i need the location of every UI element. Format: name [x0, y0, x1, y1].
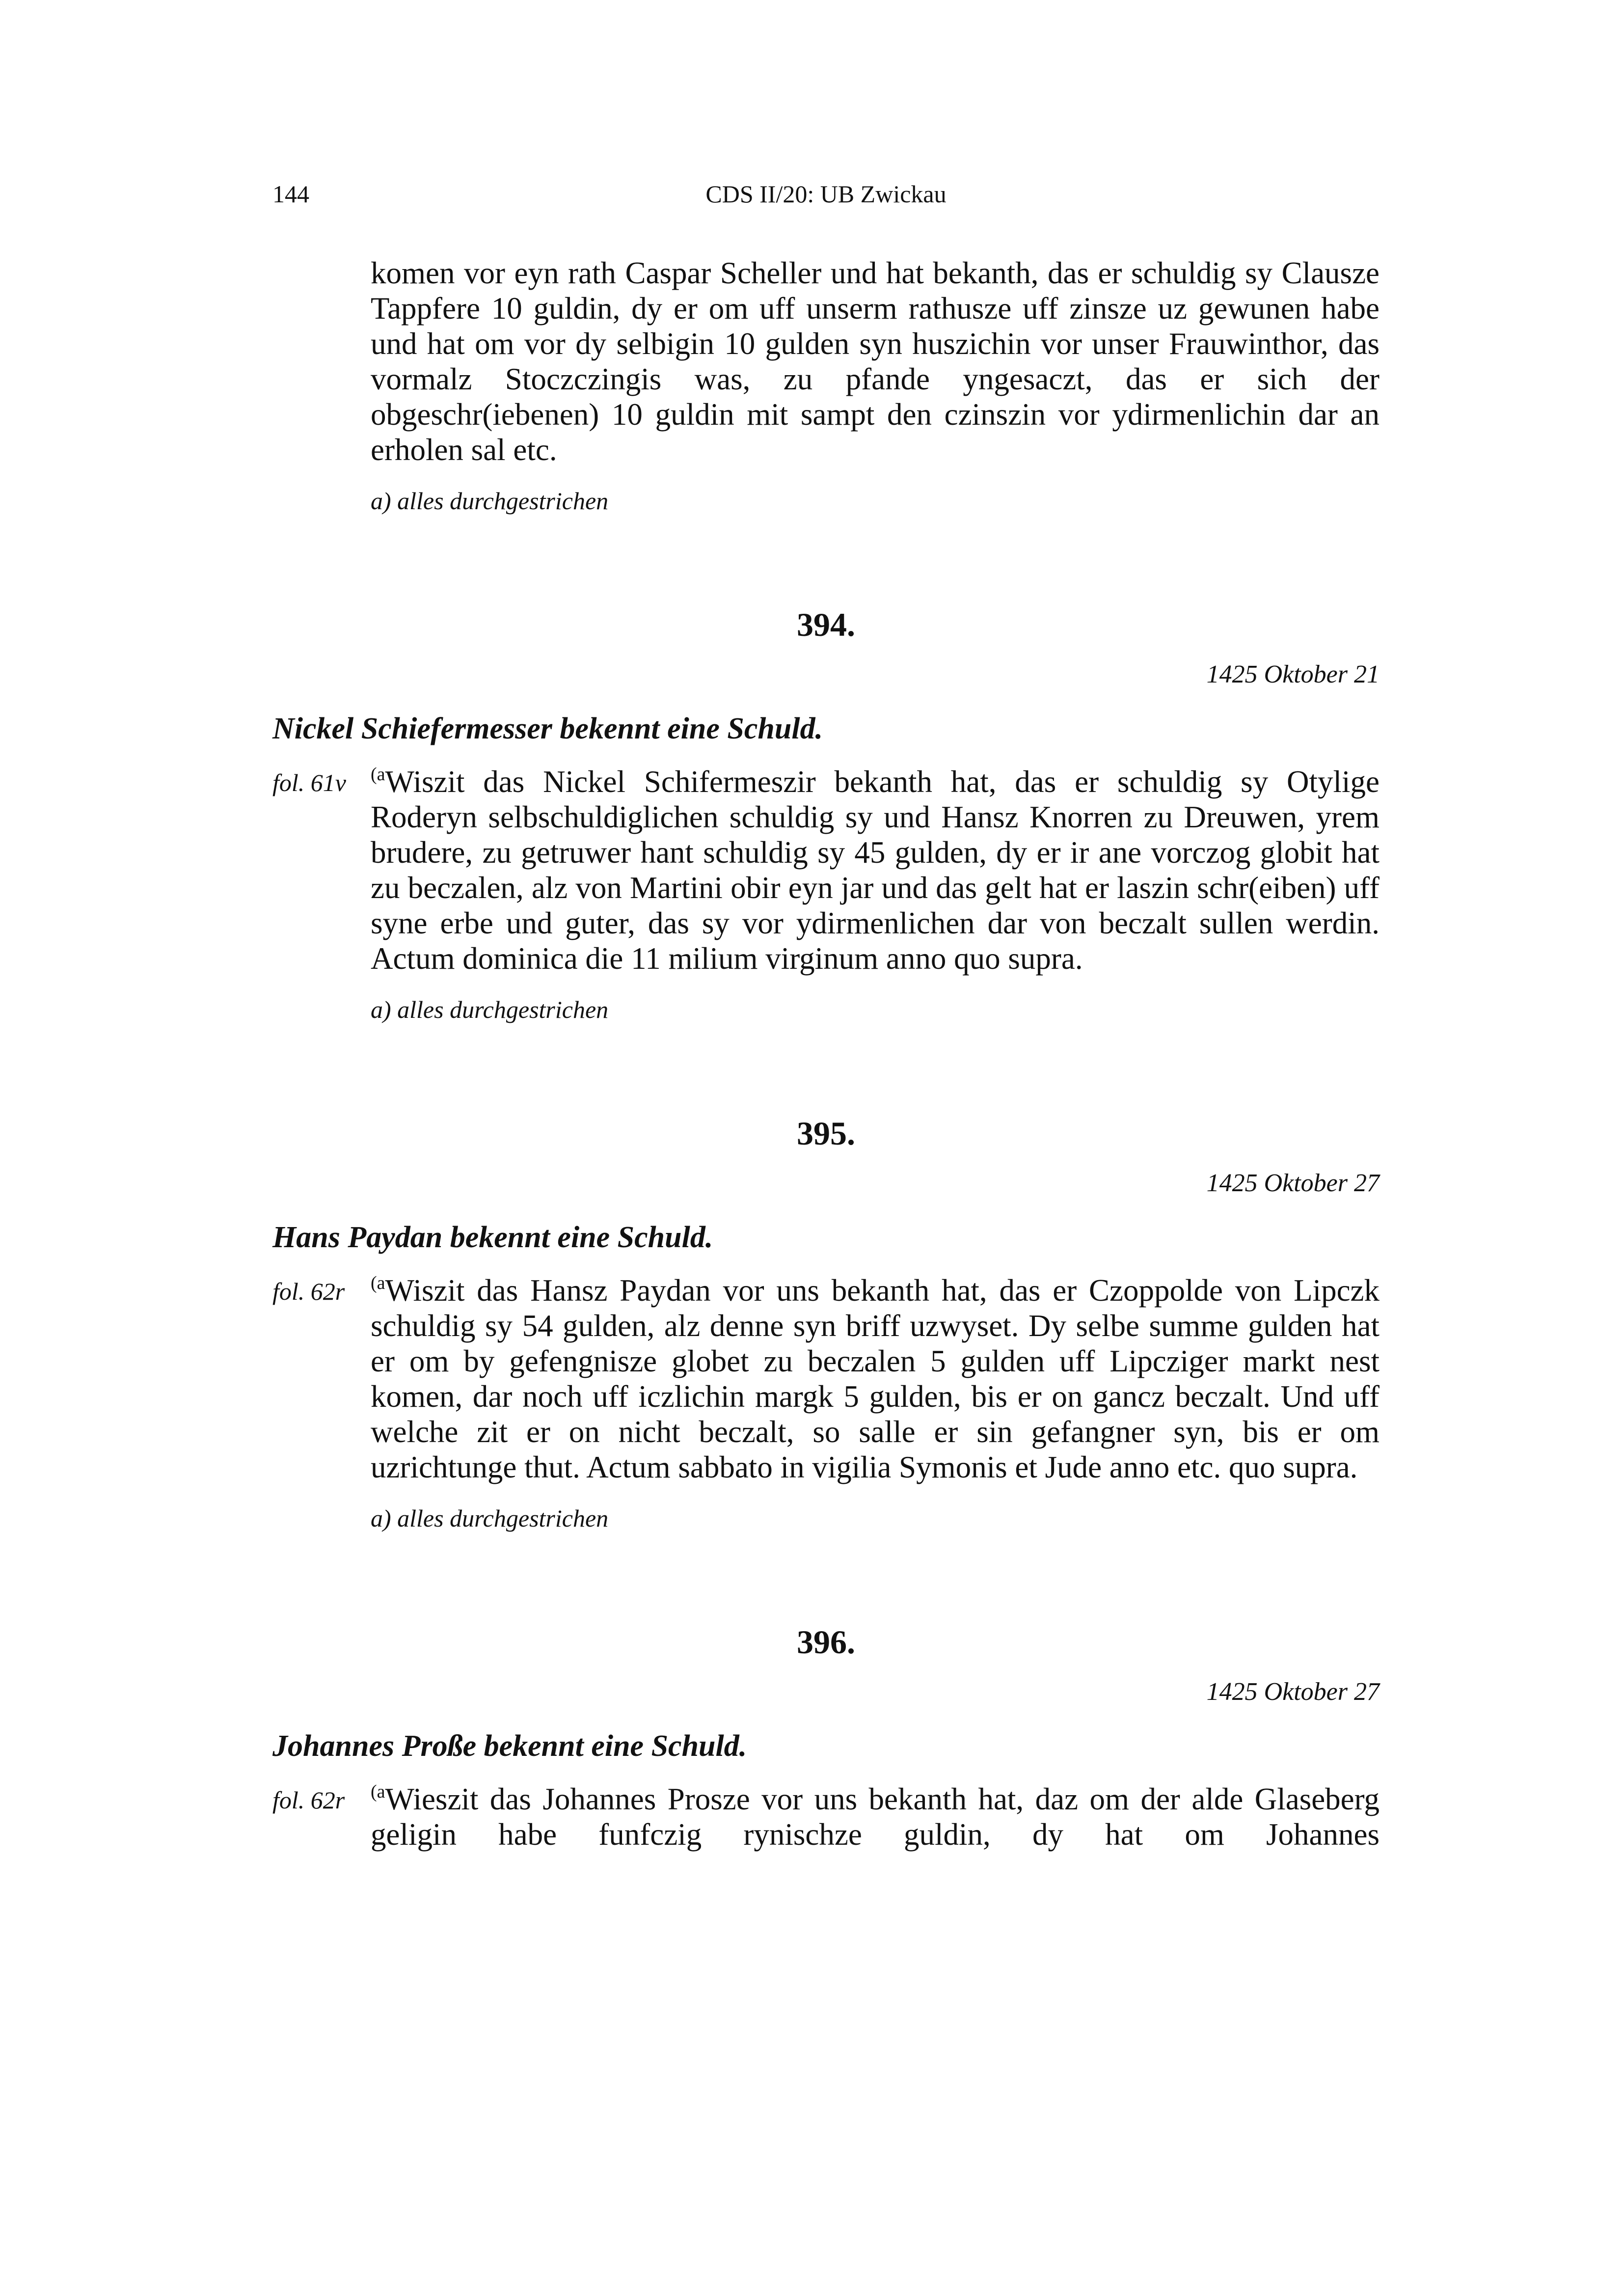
note-mark: (a [371, 764, 385, 785]
note-mark: (a [371, 1273, 385, 1293]
document-entry [272, 764, 1380, 976]
document-heading: Hans Paydan bekennt eine Schuld. [272, 1221, 713, 1254]
folio-reference: fol. 61v [272, 769, 346, 796]
entry-text [371, 1781, 1380, 1852]
document-number: 394. [797, 606, 855, 643]
document-heading: Johannes Proße bekennt eine Schuld. [272, 1729, 747, 1763]
footnote: a) alles durchgestrichen [371, 996, 609, 1023]
entry-text-body: Wiszit das Hansz Paydan vor uns bekanth hat, das er Czoppolde von Lipczk schuldig sy 54 gulden, alz denne syn briff uzwyset. Dy selbe summe gulden hat er om by gefengnisze globet zu beczalen 5 gulden uff Lipcziger markt nest komen, dar noch uff iczlichin margk 5 gulden, bis er on gancz beczalt. Und uff welche zit er on nicht beczalt, so salle er sin gefangner syn, bis er om uzrichtunge thut. Actum sabbato in vigilia Symonis et Jude anno etc. quo supra. [371, 1273, 1380, 1484]
document-number: 395. [797, 1115, 855, 1152]
folio-reference: fol. 62r [272, 1278, 345, 1305]
folio-reference: fol. 62r [272, 1786, 345, 1814]
footnote: a) alles durchgestrichen [371, 487, 609, 515]
note-mark: (a [371, 1781, 385, 1802]
entry-text [371, 1273, 1380, 1485]
document-entry [272, 1781, 1380, 1852]
entry-text-body: Wiszit das Nickel Schifermeszir bekanth hat, das er schuldig sy Otylige Roderyn selbschuldiglichen schuldig sy und Hansz Knorren zu Dreuwen, yrem brudere, zu getruwer hant schuldig sy 45 gulden, dy er ir ane vorczog globit hat zu beczalen, alz von Martini obir eyn jar und das gelt hat er laszin schr(eiben) uff syne erbe und guter, das sy vor ydirmenlichen dar von beczalt sullen werdin. Actum dominica die 11 milium virginum anno quo supra. [371, 765, 1380, 976]
footnote: a) alles durchgestrichen [371, 1504, 609, 1532]
document-date: 1425 Oktober 21 [1206, 660, 1380, 688]
page-content [272, 255, 1380, 1852]
entry-text-body: Wieszit das Johannes Prosze vor uns bekanth hat, daz om der alde Glaseberg geligin habe funfczig rynischze guldin, dy hat om Johannes [371, 1782, 1380, 1852]
document-number: 396. [797, 1623, 855, 1661]
document-date: 1425 Oktober 27 [1206, 1169, 1380, 1197]
page-number: 144 [272, 180, 309, 208]
document-date: 1425 Oktober 27 [1206, 1678, 1380, 1706]
running-head [272, 177, 1380, 211]
document-entry [272, 1273, 1380, 1485]
running-title: CDS II/20: UB Zwickau [705, 180, 947, 208]
entry-text [371, 764, 1380, 976]
document-heading: Nickel Schiefermesser bekennt eine Schuld. [272, 712, 823, 745]
continued-entry-text: komen vor eyn rath Caspar Scheller und hat bekanth, das er schuldig sy Clausze Tappfere 10 guldin, dy er om uff unserm rathusze uff zinsze uz gewunen habe und hat om vor dy selbigin 10 gulden syn huszichin vor unser Frauwinthor, das vormalz Stoczczingis was, zu pfande yngesaczt, das er sich der obgeschr(iebenen) 10 guldin mit sampt den czinszin vor ydirmenlichin dar an erholen sal etc. [371, 256, 1380, 467]
